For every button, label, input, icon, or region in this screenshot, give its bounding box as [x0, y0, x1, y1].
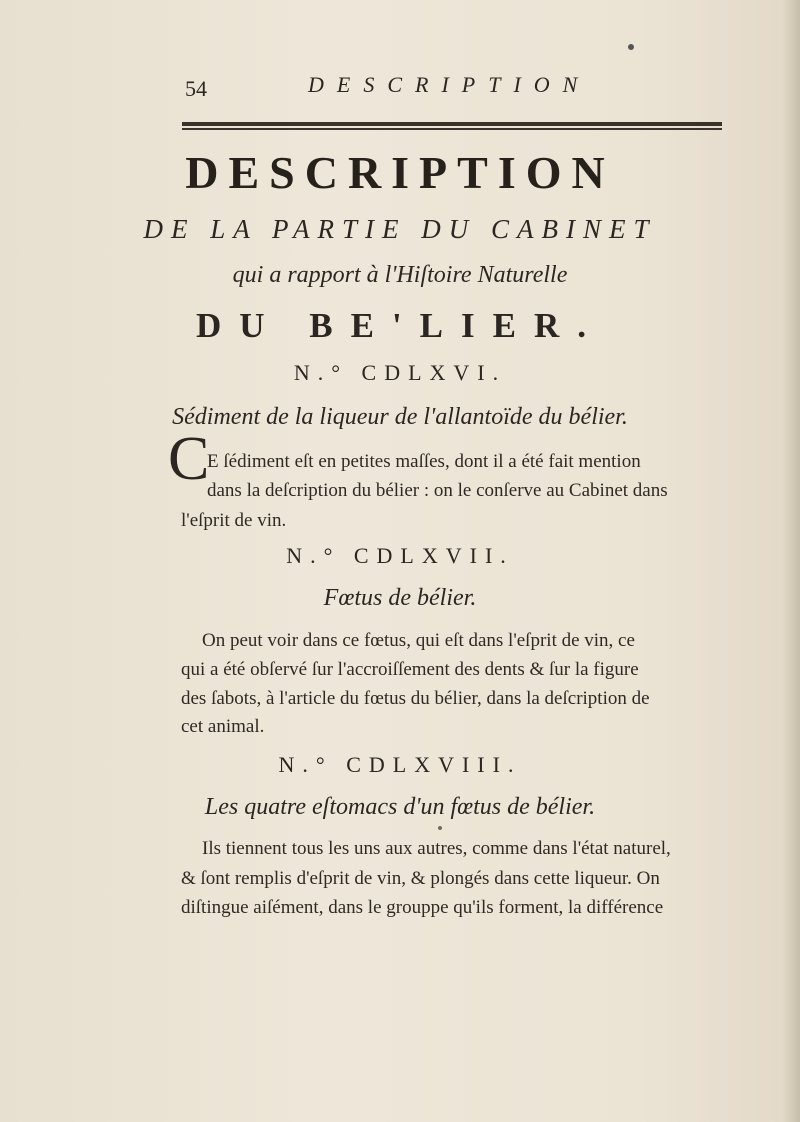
header-rule-thin [182, 128, 722, 130]
paragraph-line: diſtingue aiſément, dans le grouppe qu'ils forment, la différence [181, 897, 664, 918]
paragraph-line: l'eſprit de vin. [181, 510, 287, 531]
paragraph-line: Ils tiennent tous les uns aux autres, comme dans l'état naturel, [202, 838, 671, 859]
paragraph-line: dans la deſcription du bélier : on le conſerve au Cabinet dans [207, 480, 668, 501]
sub-title: DE LA PARTIE DU CABINET [143, 214, 657, 244]
entry-number: N.° CDLXVIII. [278, 752, 522, 777]
entry-number: N.° CDLXVII. [286, 543, 514, 568]
title-belier: DU BE'LIER. [195, 306, 605, 345]
paragraph-line: qui a été obſervé ſur l'accroiſſement des dents & ſur la figure [181, 659, 639, 680]
paragraph-line: On peut voir dans ce fœtus, qui eſt dans l'eſprit de vin, ce [202, 630, 635, 651]
ink-spot [438, 826, 442, 830]
ink-spot [628, 44, 634, 50]
page-number: 54 [185, 76, 207, 101]
drop-cap: C [168, 425, 210, 493]
paragraph-line: cet animal. [181, 716, 265, 737]
entry-heading: Sédiment de la liqueur de l'allantoïde du bélier. [172, 404, 628, 430]
paragraph-line: & ſont remplis d'eſprit de vin, & plongés dans cette liqueur. On [181, 868, 660, 889]
entry-heading: Fœtus de bélier. [323, 585, 477, 611]
entry-number: N.° CDLXVI. [293, 360, 507, 385]
entry-heading: Les quatre eſtomacs d'un fœtus de bélier. [204, 794, 596, 820]
title-qui-line: qui a rapport à l'Hiſtoire Naturelle [232, 262, 568, 288]
paragraph-line: E ſédiment eſt en petites maſſes, dont il a été fait mention [207, 451, 641, 472]
main-title: DESCRIPTION [185, 147, 615, 198]
header-rule-thick [182, 122, 722, 126]
paragraph-line: des ſabots, à l'article du fœtus du bélier, dans la deſcription de [181, 688, 650, 709]
running-head-title: DESCRIPTION [308, 72, 591, 97]
